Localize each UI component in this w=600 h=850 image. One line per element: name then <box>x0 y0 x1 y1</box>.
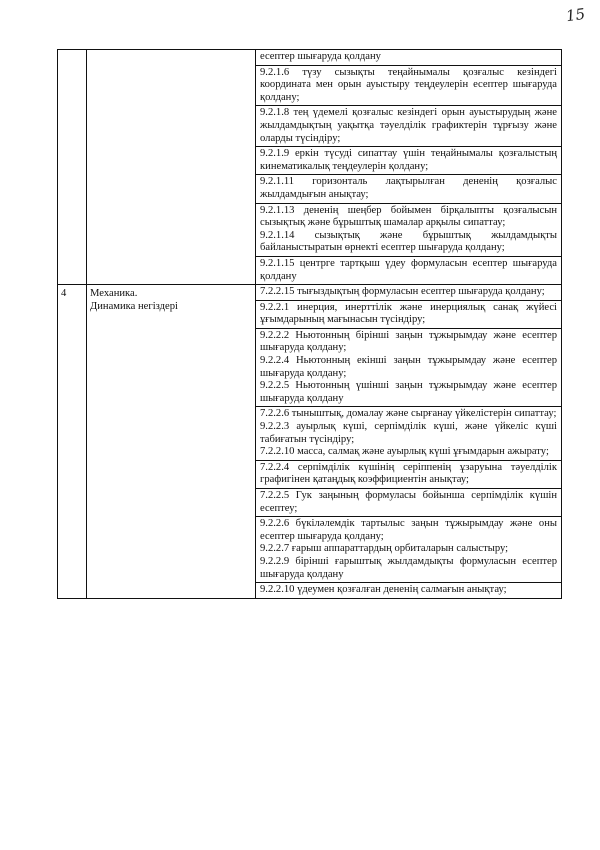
objective-text: 7.2.2.6 тыныштық, домалау және сырғанау үйкелістерін сипаттау; <box>260 408 557 420</box>
objective-text: 9.2.2.5 Ньютонның үшінші заңын тұжырымдау және есептер шығаруда қолдану <box>260 380 557 404</box>
objective-text: 7.2.2.5 Гук заңының формуласы бойынша серпімділік күшін есептеу; <box>260 490 557 514</box>
objective-cell <box>256 147 562 175</box>
objective-cell <box>256 517 562 583</box>
objective-cell <box>256 300 562 328</box>
objective-text: 7.2.2.4 серпімділік күшінің серіппенің ұзаруына тәуелділік графигінен қатаңдық коэффициентін анықтау; <box>260 461 557 486</box>
objective-text: 7.2.2.15 тығыздықтың формуласын есептер шығаруда қолдану; <box>260 286 545 298</box>
objective-text: 7.2.2.10 масса, салмақ және ауырлық күші ұғымдарын ажырату; <box>260 446 549 458</box>
objective-cell <box>256 285 562 301</box>
objective-text: 9.2.1.8 тең үдемелі қозғалыс кезіндегі орын ауыстырудың және жылдамдықтың уақытқа тәуелділік графиктерін тұрғызу және оларды түсіндіру; <box>260 107 557 144</box>
section-topic-cell <box>87 285 256 599</box>
objective-cell <box>256 256 562 284</box>
objective-cell <box>256 50 562 66</box>
objective-text: 9.2.2.2 Ньютонның бірінші заңын тұжырымдау және есептер шығаруда қолдану; <box>260 329 557 354</box>
objective-text: 9.2.1.11 горизонталь лақтырылған дененің қозғалыс жылдамдығын анықтау; <box>260 176 557 200</box>
section-number-cell <box>58 50 87 285</box>
objective-cell <box>256 106 562 147</box>
objective-cell <box>256 583 562 599</box>
objective-cell <box>256 489 562 517</box>
objective-text: 9.2.2.7 ғарыш аппараттардың орбиталарын салыстыру; <box>260 543 509 555</box>
objective-cell <box>256 460 562 488</box>
table-row <box>58 50 562 66</box>
objective-cell <box>256 407 562 460</box>
topic-title: Механика. <box>90 288 138 300</box>
section-topic-cell <box>87 50 256 285</box>
objective-text: 9.2.2.10 үдеумен қозғалған дененің салмағын анықтау; <box>260 584 507 596</box>
objective-text: есептер шығаруда қолдану <box>260 51 381 62</box>
objective-cell <box>256 328 562 407</box>
objective-text: 9.2.2.9 бірінші ғарыштық жылдамдықты формуласын есептер шығаруда қолдану <box>260 555 557 580</box>
objective-cell <box>256 65 562 106</box>
objective-cell <box>256 175 562 203</box>
objective-text: 9.2.1.6 түзу сызықты теңайнымалы қозғалыс кезіндегі координата мен орын ауыстыру теңдеулерін есептер шығаруда қолдану; <box>260 66 557 103</box>
objective-cell <box>256 203 562 256</box>
objective-text: 9.2.2.1 инерция, инерттілік және инерциялық санақ жүйесі ұғымдарының мағынасын түсіндіру; <box>260 301 557 326</box>
page-number: 15 <box>564 4 587 26</box>
objective-text: 9.2.2.3 ауырлық күші, серпімділік күші, және үйкеліс күші табиғатын түсіндіру; <box>260 421 557 445</box>
curriculum-table <box>57 49 562 599</box>
section-number-cell: 4 <box>58 285 87 599</box>
objective-text: 9.2.1.14 сызықтық және бұрыштық жылдамдықты байланыстыратын өрнекті есептер шығаруда қолдану; <box>260 229 557 254</box>
objective-text: 9.2.2.6 бүкіләлемдік тартылыс заңын тұжырымдау және оны есептер шығаруда қолдану; <box>260 518 557 542</box>
topic-subtitle: Динамика негіздері <box>90 300 178 312</box>
objective-text: 9.2.1.13 дененің шеңбер бойымен бірқалыпты қозғалысын сызықтық және бұрыштық шамалар арқылы сипаттау; <box>260 204 557 229</box>
objective-text: 9.2.1.9 еркін түсуді сипаттау үшін теңайнымалы қозғалыстың кинематикалық теңдеулерін қолдану; <box>260 148 557 172</box>
objective-text: 9.2.2.4 Ньютонның екінші заңын тұжырымдау және есептер шығаруда қолдану; <box>260 355 557 379</box>
table-body <box>58 50 562 599</box>
table-row <box>58 285 562 301</box>
objective-text: 9.2.1.15 центрге тартқыш үдеу формуласын есептер шығаруда қолдану <box>260 257 557 282</box>
